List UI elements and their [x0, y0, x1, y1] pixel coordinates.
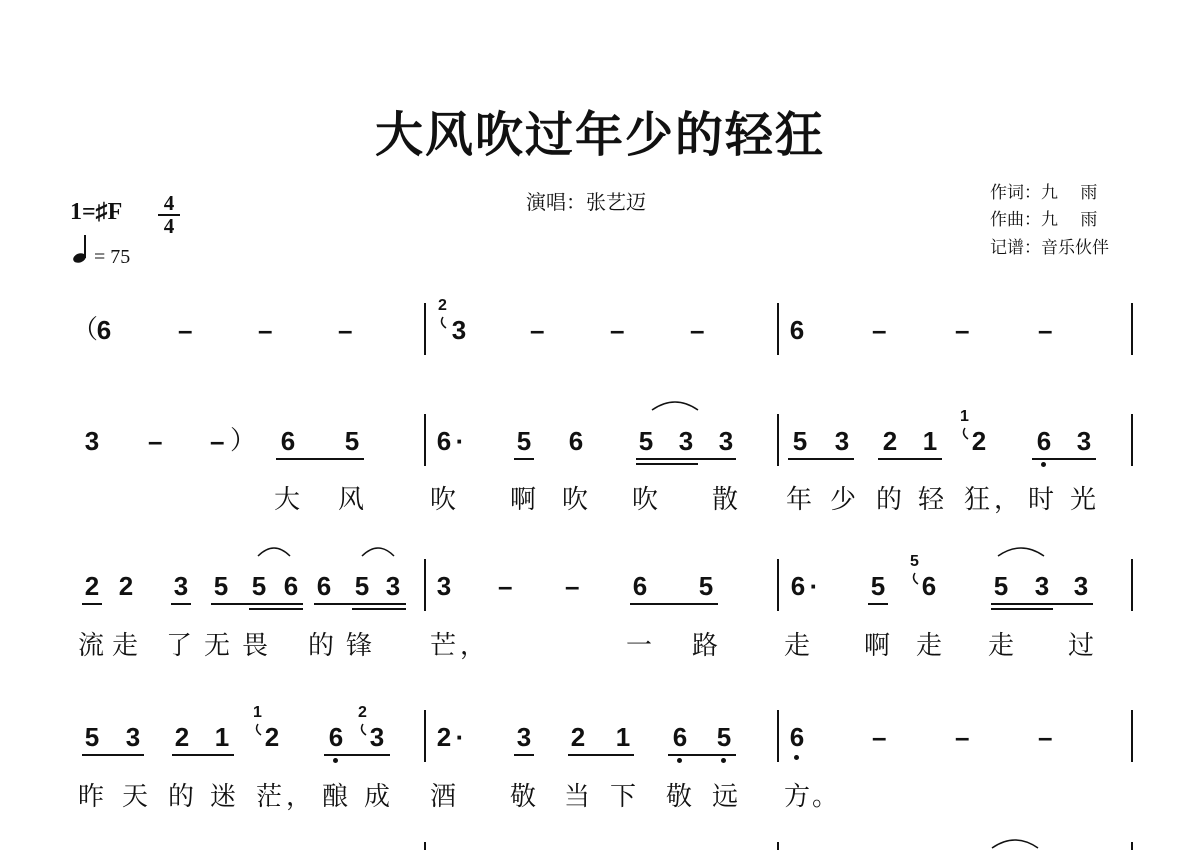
lyric-char: 啊: [510, 485, 537, 515]
eighth-beam: [211, 603, 303, 605]
dash: –: [955, 722, 970, 752]
eighth-beam: [1032, 458, 1096, 460]
eighth-beam: [314, 603, 406, 605]
grace-note: 2: [358, 704, 367, 721]
lyric-char: 天: [122, 782, 149, 812]
tempo-value: = 75: [94, 246, 131, 268]
grace-slur: [912, 572, 922, 586]
eighth-beam: [514, 754, 534, 756]
grace-note: 1: [253, 704, 262, 721]
lyric-char: 。: [812, 782, 839, 812]
lyric-char: 吹: [632, 485, 659, 515]
lyric-char: 流: [78, 631, 105, 661]
grace-note: 2: [438, 297, 447, 314]
grace-slur: [360, 723, 370, 737]
lyric-char: 风: [338, 485, 365, 515]
time-signature-denominator: 4: [163, 214, 175, 238]
lyric-char: 酿: [322, 782, 349, 812]
dash: –: [210, 426, 225, 456]
barline: [777, 710, 779, 762]
grace-slur: [255, 723, 265, 737]
lyric-char: 远: [712, 782, 739, 812]
dash: –: [690, 315, 705, 345]
lyric-char: ，: [460, 631, 487, 661]
dash: –: [955, 315, 970, 345]
barline: [777, 842, 779, 850]
dash: –: [148, 426, 163, 456]
song-title: 大风吹过年少的轻狂: [374, 107, 825, 163]
quarter-note-icon: [70, 234, 90, 264]
eighth-beam: [82, 754, 144, 756]
lyric-char: 无: [204, 631, 231, 661]
eighth-beam: [172, 754, 234, 756]
lyric-char: 酒: [430, 782, 457, 812]
eighth-beam: [636, 458, 736, 460]
lower-octave-dot: [794, 755, 799, 760]
lyric-char: 的: [308, 631, 335, 661]
dash: –: [1038, 722, 1053, 752]
slur: [256, 544, 292, 558]
lyric-char: 一: [626, 631, 653, 661]
eighth-beam: [171, 603, 191, 605]
barline: [424, 710, 426, 762]
eighth-beam: [568, 754, 634, 756]
barline: [424, 842, 426, 850]
lyric-char: 方: [784, 782, 811, 812]
lyric-char: 走: [784, 631, 811, 661]
grace-slur: [440, 316, 450, 330]
lyric-char: 茫: [256, 782, 283, 812]
time-signature: [158, 191, 180, 238]
lyric-char: 畏: [242, 631, 269, 661]
lyric-char: 当: [564, 782, 591, 812]
dash: –: [258, 315, 273, 345]
barline: [777, 414, 779, 466]
eighth-beam: [514, 458, 534, 460]
lyric-char: 年: [786, 485, 813, 515]
lyric-char: 的: [876, 485, 903, 515]
slur: [650, 398, 700, 412]
sixteenth-beam: [991, 608, 1053, 610]
lyric-char: 走: [916, 631, 943, 661]
dash: –: [872, 315, 887, 345]
lyric-char: 狂: [964, 485, 991, 515]
dash: –: [178, 315, 193, 345]
lyric-char: 敬: [510, 782, 537, 812]
lower-octave-dot: [1041, 462, 1046, 467]
lyric-char: 吹: [430, 485, 457, 515]
dash: –: [530, 315, 545, 345]
lyric-char: 轻: [918, 485, 945, 515]
lower-octave-dot: [333, 758, 338, 763]
dash: –: [498, 571, 513, 601]
barline: [777, 303, 779, 355]
lyric-char: 芒: [430, 631, 457, 661]
lyric-char: 吹: [562, 485, 589, 515]
grace-slur: [962, 427, 972, 441]
eighth-beam: [82, 603, 102, 605]
barline: [424, 559, 426, 611]
lyric-char: 少: [830, 485, 857, 515]
dash: –: [1038, 315, 1053, 345]
slur: [996, 544, 1046, 558]
lyric-char: 了: [166, 631, 193, 661]
lyric-char: 过: [1068, 631, 1095, 661]
eighth-beam: [276, 458, 364, 460]
barline: [1131, 414, 1133, 466]
lyric-char: 走: [112, 631, 139, 661]
barline: [1131, 559, 1133, 611]
eighth-beam: [788, 458, 854, 460]
singer-credit: 演唱：张艺迈: [526, 190, 646, 214]
lyricist-credit: 作词：九 雨: [990, 183, 1098, 203]
barline: [424, 414, 426, 466]
barline: [424, 303, 426, 355]
eighth-beam: [324, 754, 390, 756]
grace-note: 5: [910, 553, 919, 570]
barline: [1131, 842, 1133, 850]
sixteenth-beam: [249, 608, 303, 610]
lyric-char: 时: [1028, 485, 1055, 515]
lyric-char: 路: [692, 631, 719, 661]
open-paren: （: [72, 315, 99, 345]
lyric-char: 昨: [78, 782, 105, 812]
lyric-char: 的: [168, 782, 195, 812]
sixteenth-beam: [352, 608, 406, 610]
lyric-char: 光: [1070, 485, 1097, 515]
barline: [777, 559, 779, 611]
eighth-beam: [991, 603, 1093, 605]
lyric-char: 下: [610, 782, 637, 812]
lyric-char: 迷: [210, 782, 237, 812]
dash: –: [565, 571, 580, 601]
eighth-beam: [630, 603, 718, 605]
transcriber-credit: 记谱：音乐伙伴: [990, 238, 1109, 258]
lyric-char: 成: [364, 782, 391, 812]
eighth-beam: [878, 458, 942, 460]
dash: –: [610, 315, 625, 345]
lyric-char: 走: [988, 631, 1015, 661]
lyric-char: 大: [274, 485, 301, 515]
tempo-marking: [70, 246, 130, 269]
eighth-beam: [668, 754, 736, 756]
lyric-char: 啊: [864, 631, 891, 661]
lyric-char: 散: [712, 485, 739, 515]
eighth-beam: [868, 603, 888, 605]
time-signature-numerator: 4: [163, 191, 175, 215]
grace-note: 1: [960, 408, 969, 425]
lyric-char: 敬: [666, 782, 693, 812]
slur: [360, 544, 396, 558]
dash: –: [338, 315, 353, 345]
slur: [990, 836, 1040, 850]
barline: [1131, 710, 1133, 762]
lyric-char: ，: [286, 782, 313, 812]
lyric-char: ，: [994, 485, 1021, 515]
dash: –: [872, 722, 887, 752]
composer-credit: 作曲：九 雨: [990, 210, 1098, 230]
barline: [1131, 303, 1133, 355]
close-paren: ）: [230, 426, 257, 456]
lyric-char: 锋: [346, 631, 373, 661]
key-signature: 1=♯F: [70, 199, 123, 225]
sixteenth-beam: [636, 463, 698, 465]
lower-octave-dot: [721, 758, 726, 763]
lower-octave-dot: [677, 758, 682, 763]
